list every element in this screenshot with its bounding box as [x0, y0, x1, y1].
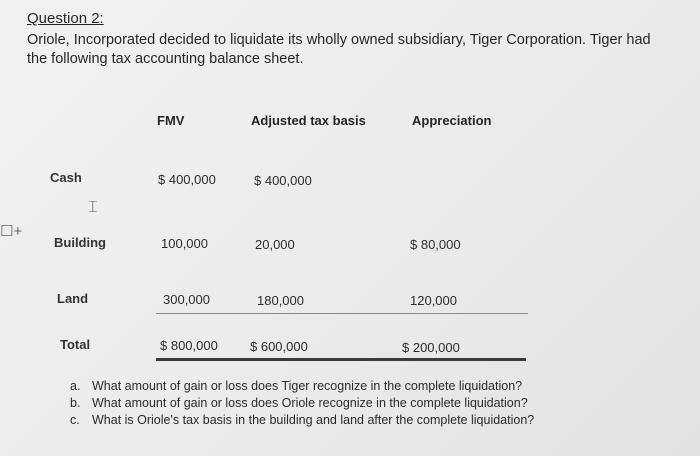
text-cursor-icon: ⌶ [88, 197, 98, 216]
add-icon: ☐+ [0, 223, 23, 240]
building-fmv: 100,000 [161, 236, 208, 251]
question-intro: Oriole, Incorporated decided to liquidate its wholly owned subsidiary, Tiger Corporation. Tiger had the following tax accounting balance sheet. [27, 32, 651, 67]
total-rule [156, 358, 526, 361]
header-fmv: FMV [157, 113, 185, 128]
land-fmv: 300,000 [163, 292, 210, 307]
sub-question-text: What amount of gain or loss does Tiger recognize in the complete liquidation? [92, 379, 523, 393]
sub-question-c [70, 413, 534, 427]
header-adjusted-tax-basis: Adjusted tax basis [251, 113, 366, 128]
header-appreciation: Appreciation [412, 113, 492, 128]
cash-fmv: $ 400,000 [158, 172, 216, 187]
total-appreciation: $ 200,000 [402, 340, 460, 355]
building-appreciation: $ 80,000 [410, 237, 461, 252]
total-fmv: $ 800,000 [160, 338, 218, 353]
row-label-land: Land [57, 291, 89, 306]
land-appreciation: 120,000 [410, 293, 457, 308]
sub-question-a [70, 379, 522, 393]
sub-question-text: What is Oriole's tax basis in the building and land after the complete liquidation? [92, 413, 535, 427]
sub-question-letter: a. [70, 379, 81, 393]
land-basis: 180,000 [257, 293, 304, 308]
question-heading: Question 2: [27, 10, 104, 27]
sub-question-b [70, 396, 528, 410]
total-basis: $ 600,000 [250, 339, 308, 354]
subtotal-rule [156, 313, 528, 314]
row-label-total: Total [60, 337, 91, 352]
row-label-cash: Cash [50, 170, 82, 185]
building-basis: 20,000 [255, 237, 295, 252]
cash-basis: $ 400,000 [254, 173, 312, 188]
sub-question-letter: c. [70, 413, 80, 427]
sub-question-text: What amount of gain or loss does Oriole recognize in the complete liquidation? [92, 396, 528, 410]
sub-question-letter: b. [70, 396, 81, 410]
row-label-building: Building [54, 235, 106, 250]
